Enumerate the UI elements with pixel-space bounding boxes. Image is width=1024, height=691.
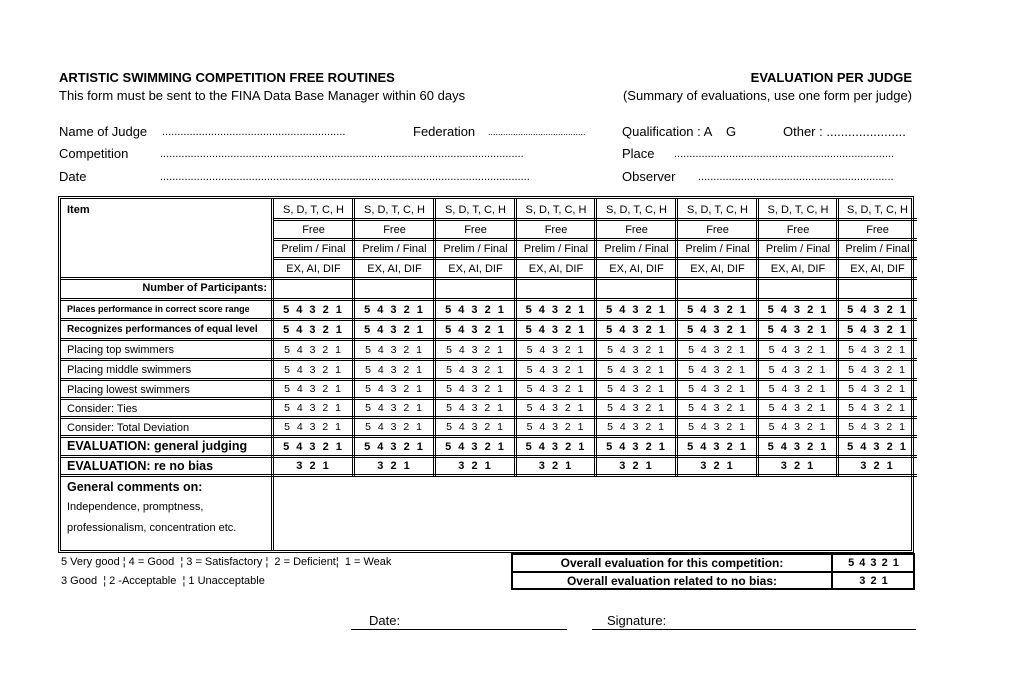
score-option-cell[interactable]: 3 2 1 — [700, 460, 735, 472]
overall-bias-label: Overall evaluation related to no bias: — [566, 574, 778, 588]
score-option-cell[interactable]: 5 4 3 2 1 — [446, 364, 505, 376]
score-option-cell[interactable]: 5 4 3 2 1 — [284, 344, 343, 356]
score-option-cell[interactable]: 5 4 3 2 1 — [283, 304, 344, 316]
column-header-cell: Free — [464, 224, 487, 236]
item-header: Item — [67, 204, 90, 216]
overall-divider — [511, 571, 915, 573]
evaluation-table — [58, 196, 914, 553]
score-option-cell[interactable]: 5 4 3 2 1 — [848, 402, 907, 414]
footer-signature-line[interactable] — [592, 629, 916, 630]
criterion-label: EVALUATION: re no bias — [67, 459, 214, 473]
column-header-cell: S, D, T, C, H — [283, 204, 344, 216]
column-header-cell: S, D, T, C, H — [364, 204, 425, 216]
score-option-cell[interactable]: 5 4 3 2 1 — [284, 421, 343, 433]
form-title: ARTISTIC SWIMMING COMPETITION FREE ROUTINES — [59, 70, 395, 85]
score-option-cell[interactable]: 5 4 3 2 1 — [767, 304, 829, 316]
score-option-cell[interactable]: 5 4 3 2 1 — [688, 421, 747, 433]
comments-hint-1: Independence, promptness, — [67, 501, 204, 513]
score-option-cell[interactable]: 3 2 1 — [538, 460, 574, 472]
date-label: Date — [59, 169, 87, 184]
column-header-cell: EX, AI, DIF — [850, 263, 905, 275]
score-option-cell[interactable]: 5 4 3 2 1 — [445, 441, 506, 453]
column-header-cell: EX, AI, DIF — [367, 263, 422, 275]
score-option-cell[interactable]: 5 4 3 2 1 — [607, 364, 666, 376]
score-option-cell[interactable]: 3 2 1 — [619, 460, 654, 472]
name-of-judge-label: Name of Judge — [59, 124, 148, 139]
overall-bias-score[interactable]: 3 2 1 — [859, 575, 889, 587]
score-option-cell[interactable]: 5 4 3 2 1 — [848, 421, 907, 433]
score-option-cell[interactable]: 5 4 3 2 1 — [446, 344, 505, 356]
other-field[interactable]: Other : ...................... — [783, 124, 906, 139]
column-header-cell: S, D, T, C, H — [525, 204, 587, 216]
score-option-cell[interactable]: 5 4 3 2 1 — [768, 383, 828, 395]
score-option-cell[interactable]: 5 4 3 2 1 — [526, 421, 586, 433]
score-option-cell[interactable]: 5 4 3 2 1 — [606, 324, 667, 336]
form-subtitle-right-title: EVALUATION PER JUDGE — [750, 70, 912, 85]
score-option-cell[interactable]: 5 4 3 2 1 — [688, 344, 747, 356]
score-option-cell[interactable]: 5 4 3 2 1 — [283, 324, 344, 336]
criterion-label: Consider: Total Deviation — [67, 422, 190, 434]
qualification-label: Qualification : A G — [622, 124, 737, 139]
score-option-cell[interactable]: 5 4 3 2 1 — [446, 421, 505, 433]
score-option-cell[interactable]: 5 4 3 2 1 — [847, 324, 908, 336]
score-option-cell[interactable]: 5 4 3 2 1 — [847, 441, 908, 453]
score-option-cell[interactable]: 5 4 3 2 1 — [607, 421, 666, 433]
observer-field[interactable]: ................................................................ — [698, 171, 894, 183]
score-option-cell[interactable]: 5 4 3 2 1 — [283, 441, 344, 453]
score-option-cell[interactable]: 5 4 3 2 1 — [525, 324, 587, 336]
column-header-cell: Prelim / Final — [362, 243, 427, 255]
footer-signature-label: Signature: — [607, 613, 667, 628]
column-header-cell: S, D, T, C, H — [606, 204, 667, 216]
competition-field[interactable]: ....................................................................................................................... — [160, 148, 524, 160]
score-option-cell[interactable]: 5 4 3 2 1 — [526, 344, 586, 356]
participants-input[interactable] — [596, 279, 677, 300]
score-option-cell[interactable]: 5 4 3 2 1 — [768, 402, 828, 414]
score-option-cell[interactable]: 5 4 3 2 1 — [768, 344, 828, 356]
federation-field[interactable]: ....................................... — [488, 127, 586, 137]
criterion-label: Placing lowest swimmers — [67, 384, 190, 396]
column-header-cell: Prelim / Final — [604, 243, 669, 255]
participants-label: Number of Participants: — [142, 282, 267, 294]
score-option-cell[interactable]: 5 4 3 2 1 — [848, 344, 907, 356]
participants-input[interactable] — [273, 279, 354, 300]
column-header-cell: EX, AI, DIF — [528, 263, 584, 275]
column-header-cell: Free — [383, 224, 406, 236]
score-option-cell[interactable]: 5 4 3 2 1 — [847, 304, 908, 316]
criterion-label: Places performance in correct score range — [67, 304, 250, 314]
score-option-cell[interactable]: 5 4 3 2 1 — [688, 383, 747, 395]
criterion-label: Recognizes performances of equal level — [67, 324, 258, 335]
column-header-cell: S, D, T, C, H — [767, 204, 829, 216]
score-option-cell[interactable]: 5 4 3 2 1 — [446, 402, 505, 414]
score-option-cell[interactable]: 5 4 3 2 1 — [365, 364, 424, 376]
participants-input[interactable] — [677, 279, 758, 300]
score-option-cell[interactable]: 5 4 3 2 1 — [284, 364, 343, 376]
column-header-cell: Prelim / Final — [685, 243, 750, 255]
score-option-cell[interactable]: 5 4 3 2 1 — [607, 344, 666, 356]
score-option-cell[interactable]: 5 4 3 2 1 — [526, 383, 586, 395]
score-option-cell[interactable]: 5 4 3 2 1 — [687, 304, 748, 316]
score-option-cell[interactable]: 5 4 3 2 1 — [525, 304, 587, 316]
score-option-cell[interactable]: 5 4 3 2 1 — [688, 402, 747, 414]
column-header-cell: Prelim / Final — [281, 243, 346, 255]
score-option-cell[interactable]: 5 4 3 2 1 — [365, 402, 424, 414]
footer-date-line[interactable] — [351, 629, 567, 630]
comments-hint-2: professionalism, concentration etc. — [67, 522, 237, 534]
criterion-label: Consider: Ties — [67, 403, 138, 415]
score-option-cell[interactable]: 5 4 3 2 1 — [688, 364, 747, 376]
place-label: Place — [622, 146, 655, 161]
name-of-judge-field[interactable]: ............................................................ — [162, 126, 346, 138]
score-option-cell[interactable]: 5 4 3 2 1 — [768, 364, 828, 376]
score-option-cell[interactable]: 5 4 3 2 1 — [687, 324, 748, 336]
score-option-cell[interactable]: 5 4 3 2 1 — [365, 383, 424, 395]
comments-title: General comments on: — [67, 480, 203, 494]
column-header-cell: Prelim / Final — [765, 243, 831, 255]
column-header-cell: EX, AI, DIF — [770, 263, 826, 275]
form-summary-note: (Summary of evaluations, use one form per judge) — [622, 88, 912, 103]
legend-scale-5: 5 Very good ¦ 4 = Good ¦ 3 = Satisfactory ¦ 2 = Deficient¦ 1 = Weak — [61, 556, 392, 568]
participants-input[interactable] — [435, 279, 516, 300]
column-header-cell: EX, AI, DIF — [690, 263, 745, 275]
column-header-cell: Free — [786, 224, 810, 236]
criterion-label: Placing middle swimmers — [67, 364, 192, 376]
column-header-cell: Prelim / Final — [523, 243, 589, 255]
criterion-label: Placing top swimmers — [67, 344, 174, 356]
score-option-cell[interactable]: 5 4 3 2 1 — [365, 344, 424, 356]
score-option-cell[interactable]: 5 4 3 2 1 — [848, 364, 907, 376]
score-option-cell[interactable]: 5 4 3 2 1 — [525, 441, 587, 453]
federation-label: Federation — [413, 124, 476, 139]
column-header-cell: Free — [544, 224, 568, 236]
score-option-cell[interactable]: 3 2 1 — [780, 460, 816, 472]
score-option-cell[interactable]: 3 2 1 — [377, 460, 412, 472]
score-option-cell[interactable]: 5 4 3 2 1 — [768, 421, 828, 433]
column-header-cell: Prelim / Final — [443, 243, 508, 255]
score-option-cell[interactable]: 5 4 3 2 1 — [606, 304, 667, 316]
score-option-cell[interactable]: 5 4 3 2 1 — [284, 402, 343, 414]
score-option-cell[interactable]: 5 4 3 2 1 — [606, 441, 667, 453]
column-header-cell: Prelim / Final — [845, 243, 910, 255]
score-option-cell[interactable]: 5 4 3 2 1 — [607, 383, 666, 395]
column-header-cell: EX, AI, DIF — [609, 263, 664, 275]
score-option-cell[interactable]: 5 4 3 2 1 — [445, 324, 506, 336]
competition-label: Competition — [59, 146, 129, 161]
score-option-cell[interactable]: 5 4 3 2 1 — [767, 441, 829, 453]
participants-input[interactable] — [758, 279, 838, 300]
comments-input[interactable] — [273, 476, 917, 551]
column-header-cell: Free — [625, 224, 648, 236]
column-header-cell: Free — [866, 224, 889, 236]
column-header-cell: Free — [706, 224, 729, 236]
column-header-cell: S, D, T, C, H — [847, 204, 908, 216]
score-option-cell[interactable]: 3 2 1 — [296, 460, 331, 472]
score-option-cell[interactable]: 5 4 3 2 1 — [365, 421, 424, 433]
score-option-cell[interactable]: 3 2 1 — [860, 460, 895, 472]
score-option-cell[interactable]: 5 4 3 2 1 — [364, 304, 425, 316]
place-field[interactable]: ........................................................................ — [674, 148, 895, 160]
score-option-cell[interactable]: 5 4 3 2 1 — [446, 383, 505, 395]
score-option-cell[interactable]: 5 4 3 2 1 — [526, 364, 586, 376]
score-option-cell[interactable]: 5 4 3 2 1 — [364, 324, 425, 336]
footer-date-label: Date: — [369, 613, 401, 628]
score-option-cell[interactable]: 5 4 3 2 1 — [607, 402, 666, 414]
score-option-cell[interactable]: 5 4 3 2 1 — [526, 402, 586, 414]
form-instruction: This form must be sent to the FINA Data Base Manager within 60 days — [59, 88, 466, 103]
column-header-cell: S, D, T, C, H — [687, 204, 748, 216]
score-option-cell[interactable]: 3 2 1 — [458, 460, 493, 472]
legend-scale-3: 3 Good ¦ 2 -Acceptable ¦ 1 Unacceptable — [61, 575, 265, 587]
observer-label: Observer — [622, 169, 676, 184]
overall-competition-score[interactable]: 5 4 3 2 1 — [848, 557, 900, 569]
score-option-cell[interactable]: 5 4 3 2 1 — [364, 441, 425, 453]
score-option-cell[interactable]: 5 4 3 2 1 — [445, 304, 506, 316]
column-header-cell: EX, AI, DIF — [286, 263, 341, 275]
column-header-cell: EX, AI, DIF — [448, 263, 503, 275]
score-option-cell[interactable]: 5 4 3 2 1 — [767, 324, 829, 336]
column-header-cell: Free — [302, 224, 325, 236]
column-header-cell: S, D, T, C, H — [445, 204, 506, 216]
score-option-cell[interactable]: 5 4 3 2 1 — [848, 383, 907, 395]
score-option-cell[interactable]: 5 4 3 2 1 — [687, 441, 748, 453]
participants-input[interactable] — [354, 279, 435, 300]
date-field[interactable]: ......................................................................................................................... — [160, 171, 530, 183]
score-option-cell[interactable]: 5 4 3 2 1 — [284, 383, 343, 395]
participants-input[interactable] — [516, 279, 596, 300]
participants-input[interactable] — [838, 279, 917, 300]
overall-competition-label: Overall evaluation for this competition: — [560, 556, 784, 570]
criterion-label: EVALUATION: general judging — [67, 439, 248, 453]
